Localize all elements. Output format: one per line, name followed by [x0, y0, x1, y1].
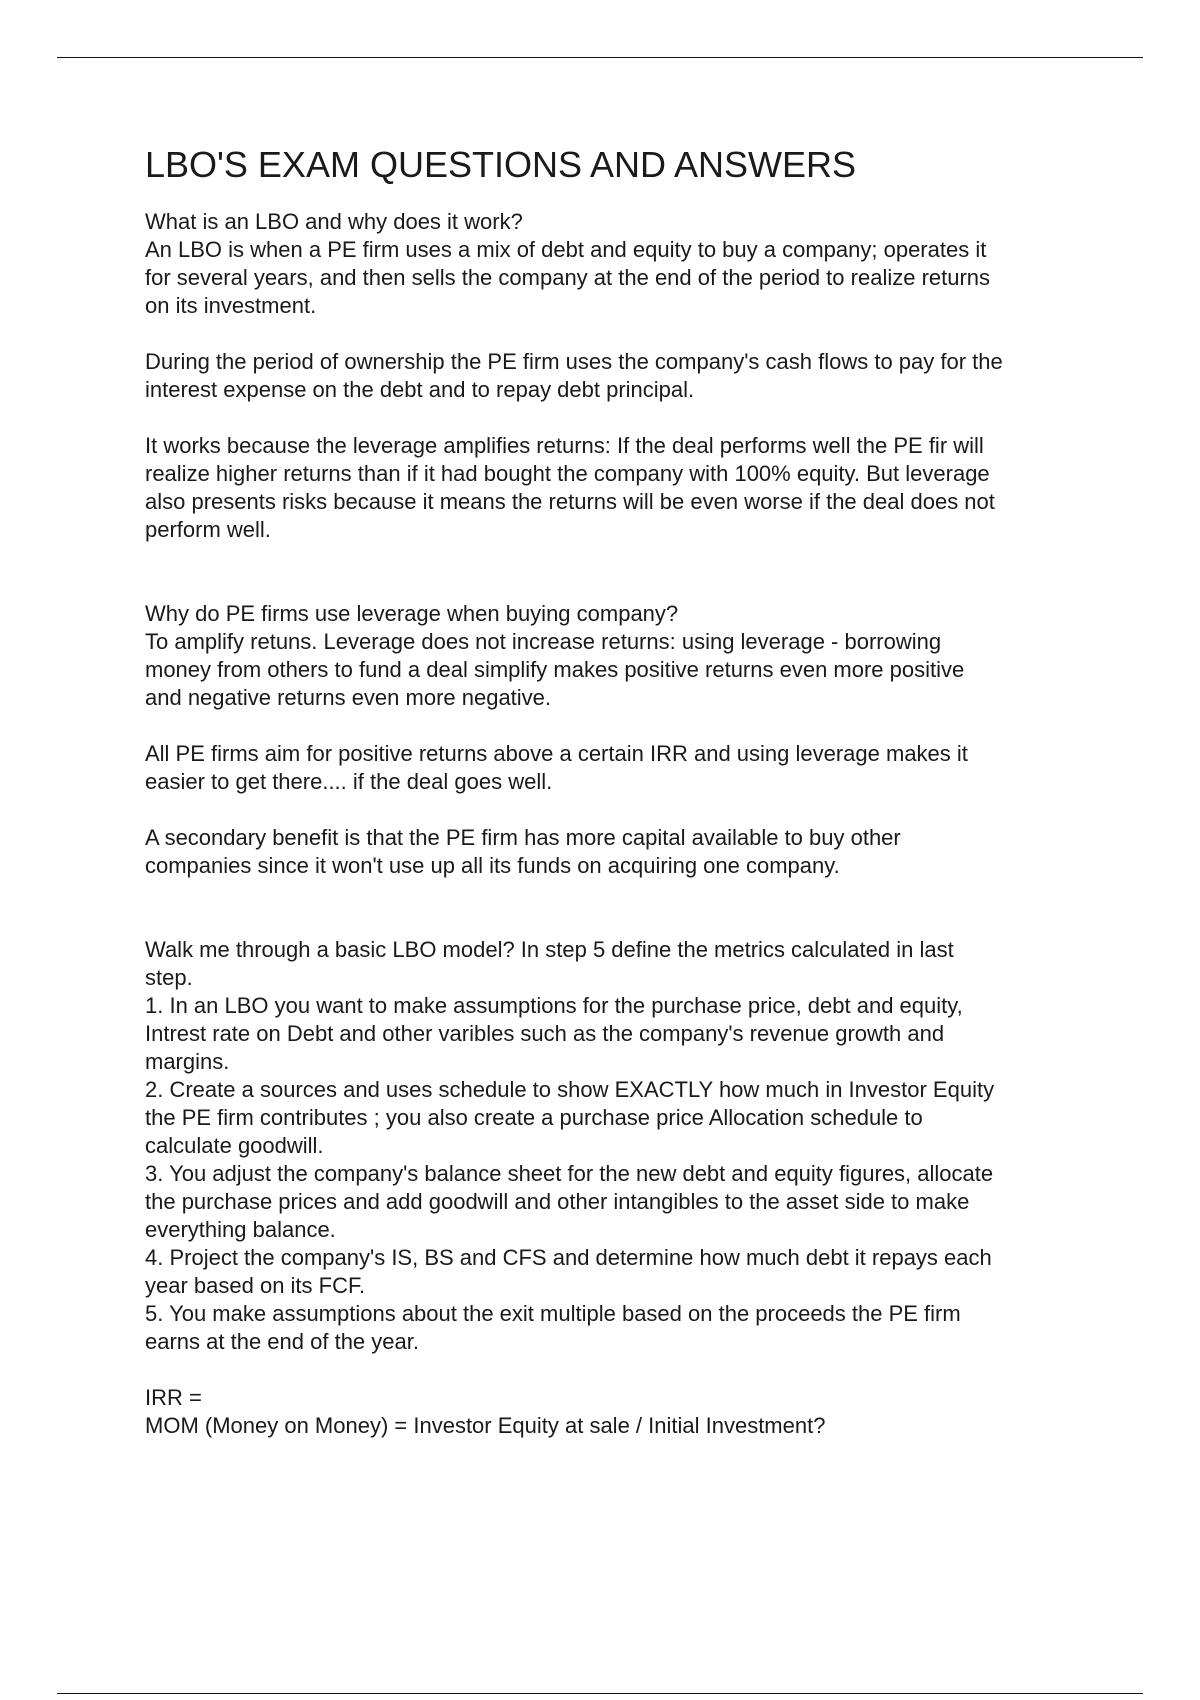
- qa-section-3: [145, 936, 1105, 1440]
- qa-section-1: [145, 208, 1105, 544]
- qa-section-2: [145, 600, 1105, 880]
- bottom-divider: [57, 1693, 1143, 1694]
- answer-steps: 1. In an LBO you want to make assumptions for the purchase price, debt and equity, Intrest rate on Debt and other varibles such as the company's revenue growth and margins. 2. Create a sources and uses schedule to show EXACTLY how much in Investor Equity the PE firm contributes ; you also create a purchase price Allocation schedule to calculate goodwill. 3. You adjust the company's balance sheet for the new debt and equity figures, allocate the purchase prices and add goodwill and other intangibles to the asset side to make everything balance. 4. Project the company's IS, BS and CFS and determine how much debt it repays each year based on its FCF. 5. You make assumptions about the exit multiple based on the proceeds the PE firm earns at the end of the year.: [145, 993, 995, 1354]
- document-body: [145, 143, 1105, 1440]
- answer-paragraph: A secondary benefit is that the PE firm has more capital available to buy other companies since it won't use up all its funds on acquiring one company.: [145, 825, 901, 878]
- answer-paragraph: It works because the leverage amplifies returns: If the deal performs well the PE fir will realize higher returns than if it had bought the company with 100% equity. But leverage also presents risks because it means the returns will be even worse if the deal does not perform well.: [145, 433, 995, 542]
- answer-paragraph: During the period of ownership the PE firm uses the company's cash flows to pay for the interest expense on the debt and to repay debt principal.: [145, 349, 1003, 402]
- answer-paragraph: An LBO is when a PE firm uses a mix of debt and equity to buy a company; operates it for several years, and then sells the company at the end of the period to realize returns on its investment.: [145, 237, 991, 318]
- metrics-definitions: IRR = MOM (Money on Money) = Investor Equity at sale / Initial Investment?: [145, 1385, 826, 1438]
- document-title: LBO'S EXAM QUESTIONS AND ANSWERS: [145, 144, 857, 185]
- question-text: Why do PE firms use leverage when buying company?: [145, 601, 679, 626]
- top-divider: [57, 57, 1143, 58]
- question-text: What is an LBO and why does it work?: [145, 209, 523, 234]
- answer-paragraph: All PE firms aim for positive returns above a certain IRR and using leverage makes it easier to get there.... if the deal goes well.: [145, 741, 968, 794]
- question-text: Walk me through a basic LBO model? In step 5 define the metrics calculated in last step.: [145, 937, 954, 990]
- answer-paragraph: To amplify retuns. Leverage does not increase returns: using leverage - borrowing money from others to fund a deal simplify makes positive returns even more positive and negative returns even more negative.: [145, 629, 965, 710]
